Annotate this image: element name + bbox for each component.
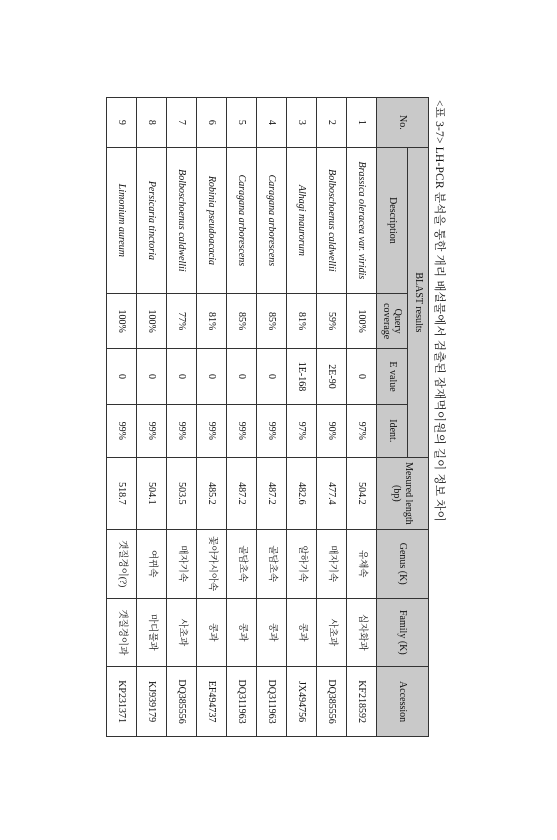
cell-no: 2 [317, 98, 347, 148]
cell-evalue: 0 [137, 349, 167, 404]
cell-coverage: 77% [167, 293, 197, 348]
cell-genus: 매자기속 [167, 529, 197, 598]
cell-family: 콩과 [197, 598, 227, 667]
cell-evalue: 2E-90 [317, 349, 347, 404]
header-blast-results: BLAST results [408, 147, 429, 457]
header-accession: Accession [377, 667, 429, 737]
table-row [317, 98, 347, 737]
cell-ident: 99% [257, 404, 287, 457]
cell-description: Robinia pseudoacacia [197, 147, 227, 293]
cell-no: 7 [167, 98, 197, 148]
header-measured-length: Mesured length (bp) [377, 457, 429, 529]
table-row [107, 98, 137, 737]
cell-ident: 99% [197, 404, 227, 457]
cell-evalue: 0 [227, 349, 257, 404]
cell-accession: EF494737 [197, 667, 227, 737]
header-family: Family (K) [377, 598, 429, 667]
table-row [347, 98, 377, 737]
cell-description: Bolboschoenus caldwellii [317, 147, 347, 293]
table-row [257, 98, 287, 737]
cell-ident: 99% [227, 404, 257, 457]
cell-evalue: 0 [107, 349, 137, 404]
cell-genus: 골담초속 [257, 529, 287, 598]
cell-accession: KP231371 [107, 667, 137, 737]
header-description: Description [377, 147, 408, 293]
cell-length: 477.4 [317, 457, 347, 529]
cell-family: 콩과 [287, 598, 317, 667]
cell-family: 사초과 [167, 598, 197, 667]
cell-evalue: 0 [197, 349, 227, 404]
cell-accession: KJ939179 [137, 667, 167, 737]
cell-ident: 99% [167, 404, 197, 457]
cell-family: 십자화과 [347, 598, 377, 667]
cell-coverage: 81% [287, 293, 317, 348]
cell-no: 6 [197, 98, 227, 148]
table-row [227, 98, 257, 737]
header-query-coverage: Query coverage [377, 293, 408, 348]
cell-genus: 매자기속 [317, 529, 347, 598]
cell-accession: DQ311963 [227, 667, 257, 737]
cell-genus: 여뀌속 [137, 529, 167, 598]
header-e-value: E value [377, 349, 408, 404]
cell-no: 1 [347, 98, 377, 148]
cell-length: 518.7 [107, 457, 137, 529]
cell-description: Brassica oleracea var. viridis [347, 147, 377, 293]
cell-accession: DQ311963 [257, 667, 287, 737]
cell-genus: 갯질경이(?) [107, 529, 137, 598]
blast-results-table [106, 97, 429, 737]
cell-length: 503.5 [167, 457, 197, 529]
cell-family: 사초과 [317, 598, 347, 667]
cell-description: Limonium aureum [107, 147, 137, 293]
header-ident: Ident. [377, 404, 408, 457]
cell-description: Caragana arborescens [227, 147, 257, 293]
table-row [167, 98, 197, 737]
cell-genus: 유채속 [347, 529, 377, 598]
cell-ident: 90% [317, 404, 347, 457]
cell-evalue: 0 [257, 349, 287, 404]
cell-no: 4 [257, 98, 287, 148]
cell-length: 504.1 [137, 457, 167, 529]
cell-evalue: 1E-168 [287, 349, 317, 404]
cell-family: 콩과 [227, 598, 257, 667]
cell-genus: 꽃아카시아속 [197, 529, 227, 598]
cell-genus: 골담초속 [227, 529, 257, 598]
cell-family: 마디풀과 [137, 598, 167, 667]
cell-ident: 99% [137, 404, 167, 457]
cell-description: Bolboschoenus caldwellii [167, 147, 197, 293]
table-row [137, 98, 167, 737]
cell-ident: 97% [347, 404, 377, 457]
cell-length: 485.2 [197, 457, 227, 529]
cell-ident: 99% [107, 404, 137, 457]
cell-description: Persicaria tinctoria [137, 147, 167, 293]
cell-no: 5 [227, 98, 257, 148]
cell-accession: JX494756 [287, 667, 317, 737]
cell-evalue: 0 [347, 349, 377, 404]
table-caption: <표 3-7> LH-PCR 분석을 통한 개리 배설물에서 검출된 잠재먹이원의 길이 정보 차이 [433, 100, 445, 522]
cell-description: Caragana arborescens [257, 147, 287, 293]
cell-family: 갯질경이과 [107, 598, 137, 667]
cell-length: 482.6 [287, 457, 317, 529]
cell-description: Alhagi maurorum [287, 147, 317, 293]
cell-genus: 알하기속 [287, 529, 317, 598]
cell-length: 487.2 [257, 457, 287, 529]
cell-coverage: 85% [257, 293, 287, 348]
cell-coverage: 100% [347, 293, 377, 348]
cell-accession: DQ385556 [317, 667, 347, 737]
cell-coverage: 100% [137, 293, 167, 348]
cell-no: 8 [137, 98, 167, 148]
cell-no: 9 [107, 98, 137, 148]
cell-length: 487.2 [227, 457, 257, 529]
cell-length: 504.2 [347, 457, 377, 529]
table-row [197, 98, 227, 737]
cell-coverage: 81% [197, 293, 227, 348]
cell-coverage: 100% [107, 293, 137, 348]
header-no: No. [377, 98, 429, 148]
cell-accession: DQ385556 [167, 667, 197, 737]
cell-coverage: 85% [227, 293, 257, 348]
cell-family: 콩과 [257, 598, 287, 667]
cell-evalue: 0 [167, 349, 197, 404]
header-genus: Genus (K) [377, 529, 429, 598]
cell-ident: 97% [287, 404, 317, 457]
cell-no: 3 [287, 98, 317, 148]
cell-accession: KF218592 [347, 667, 377, 737]
table-row [287, 98, 317, 737]
cell-coverage: 59% [317, 293, 347, 348]
